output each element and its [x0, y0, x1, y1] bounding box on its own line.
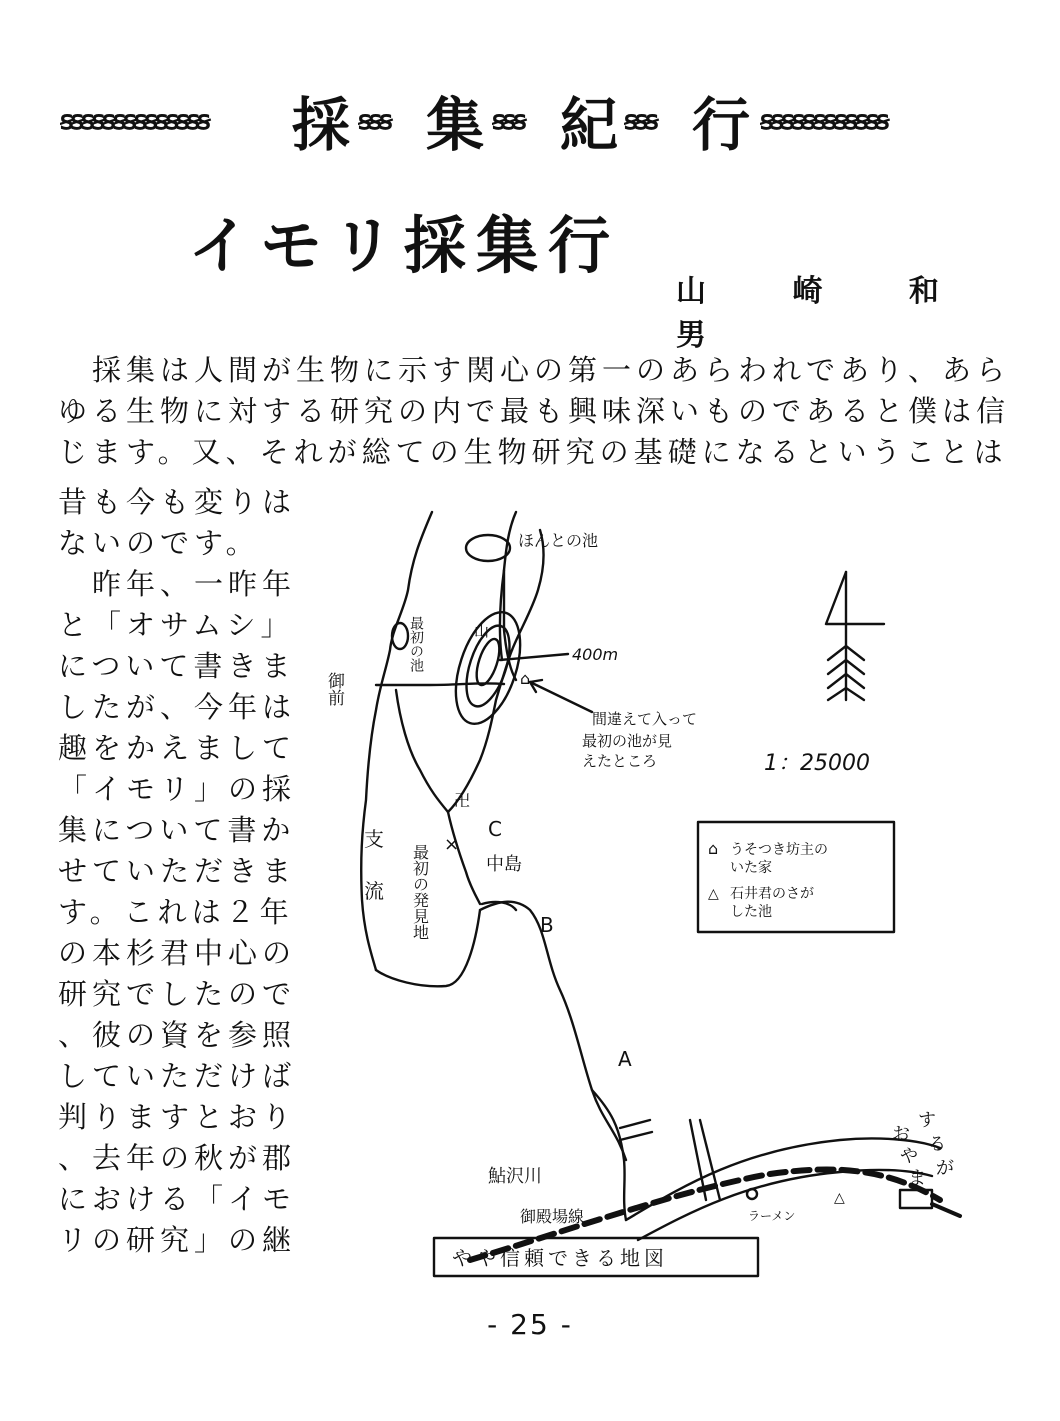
map-label-station-1: す	[918, 1110, 936, 1131]
map-label-note-2: 最初の池が見	[582, 732, 673, 750]
legend-text-1b: いた家	[730, 860, 772, 876]
map-label-station-5: や	[900, 1146, 918, 1167]
map-label-pond-top: ほんとの池	[518, 531, 599, 550]
map-bridge	[620, 1120, 652, 1140]
banner-ornament-2: ꞩꞩꞩ	[492, 106, 524, 136]
ramen-marker	[747, 1189, 757, 1199]
map-triangle-marker: △	[834, 1190, 845, 1206]
map-label-pond-first: 最初の池	[408, 616, 424, 672]
text-line: 昨年、一昨年	[58, 567, 297, 601]
legend-text-2b: した池	[730, 904, 772, 920]
banner-ornament-right: ꞩꞩꞩꞩꞩꞩꞩꞩꞩꞩꞩꞩ	[760, 106, 887, 136]
map-river-lower	[376, 902, 626, 1160]
map-label-altitude: 400m	[572, 645, 619, 664]
hand-drawn-map	[320, 500, 980, 1300]
banner-char-1: 採	[292, 91, 351, 159]
map-label-ridge: 御前	[324, 672, 344, 706]
text-line: ないのです。	[58, 526, 260, 560]
map-label-station-6: ま	[908, 1168, 926, 1189]
text-line: ゆる生物に対する研究の内で最も興味深いものであると僕は信	[58, 394, 1011, 428]
text-line: せていただきま	[58, 854, 297, 888]
text-line: 趣をかえまして	[58, 731, 297, 765]
banner-ornament-1: ꞩꞩꞩ	[358, 106, 390, 136]
map-label-scale: 1：25000	[764, 751, 870, 776]
map-label-habitat: 最初の発見地	[410, 844, 430, 940]
map-pond-first	[392, 623, 408, 649]
text-line: 研究でしたので	[58, 977, 297, 1011]
banner-char-3: 紀	[560, 91, 619, 159]
map-label-railway: 御殿場線	[520, 1207, 585, 1226]
map-point-b: B	[540, 913, 554, 937]
map-label-peak: 山	[474, 622, 490, 640]
map-label-middle: 中島	[486, 854, 522, 875]
map-label-river: 鮎沢川	[488, 1166, 542, 1187]
text-line: と「オサムシ」	[58, 608, 295, 642]
article-title: イモリ採集行	[188, 209, 621, 282]
legend-house-icon: ⌂	[708, 839, 719, 858]
text-line: 採集は人間が生物に示す関心の第一のあらわれであり、あら	[58, 353, 1011, 387]
article-author: 山 崎 和 男	[676, 274, 977, 353]
map-label-branch-2: 流	[364, 879, 384, 903]
text-line: す。これは２年	[58, 895, 294, 929]
map-label-note-1: 間違えて入って	[592, 710, 698, 728]
banner-ornament-3: ꞩꞩꞩ	[624, 106, 656, 136]
text-line: していただけば	[58, 1059, 297, 1093]
map-label-station-3: が	[936, 1158, 954, 1179]
map-label-temple: 卍	[454, 791, 471, 810]
text-line: 、彼の資を参照	[58, 1018, 297, 1052]
page-number: - 25 -	[487, 1308, 573, 1341]
text-line: リの研究」の継	[58, 1223, 297, 1257]
section-banner	[60, 92, 990, 164]
legend-triangle-icon: △	[708, 886, 719, 902]
map-pond-top	[466, 535, 510, 561]
map-label-ramen: ラーメン	[748, 1209, 796, 1223]
map-point-c: C	[488, 817, 502, 841]
text-line: における「イモ	[58, 1182, 297, 1216]
banner-char-4: 行	[692, 91, 751, 159]
map-stream-A	[592, 1090, 626, 1220]
map-x-mark: ×	[444, 834, 460, 855]
banner-ornament-left: ꞩꞩꞩꞩꞩꞩꞩꞩꞩꞩꞩꞩꞩꞩ	[60, 106, 208, 136]
text-line: 集について書か	[58, 813, 296, 847]
legend-text-2: 石井君のさが	[730, 886, 814, 902]
text-line: 昔も今も変りは	[58, 485, 297, 519]
map-label-note-3: えたところ	[582, 752, 658, 770]
left-column-text	[58, 482, 297, 1261]
map-legend-box	[698, 822, 894, 932]
text-line: 判りますとおり	[58, 1100, 297, 1134]
text-line: の本杉君中心の	[58, 936, 297, 970]
text-line: じます。又、それが総ての生物研究の基礎になるということは	[58, 435, 1008, 469]
banner-char-2: 集	[426, 91, 485, 159]
north-arrow-head	[826, 572, 884, 624]
map-label-house-mark: ⌂	[520, 669, 531, 688]
map-point-a: A	[618, 1047, 632, 1071]
map-main-channel	[448, 812, 480, 904]
map-note-pointer	[530, 682, 592, 712]
map-caption: やや信頼できる地図	[452, 1246, 668, 1270]
text-line: したが、今年は	[58, 690, 297, 724]
legend-text-1: うそつき坊主の	[730, 842, 828, 858]
text-line: 、去年の秋が郡	[58, 1141, 297, 1175]
map-label-station-2: る	[928, 1134, 946, 1155]
map-road	[396, 690, 448, 812]
map-label-station-4: お	[892, 1124, 910, 1145]
intro-paragraph	[58, 350, 1011, 473]
map-label-branch: 支	[364, 827, 384, 851]
text-line: について書きま	[58, 649, 296, 683]
text-line: 「イモリ」の採	[58, 772, 297, 806]
